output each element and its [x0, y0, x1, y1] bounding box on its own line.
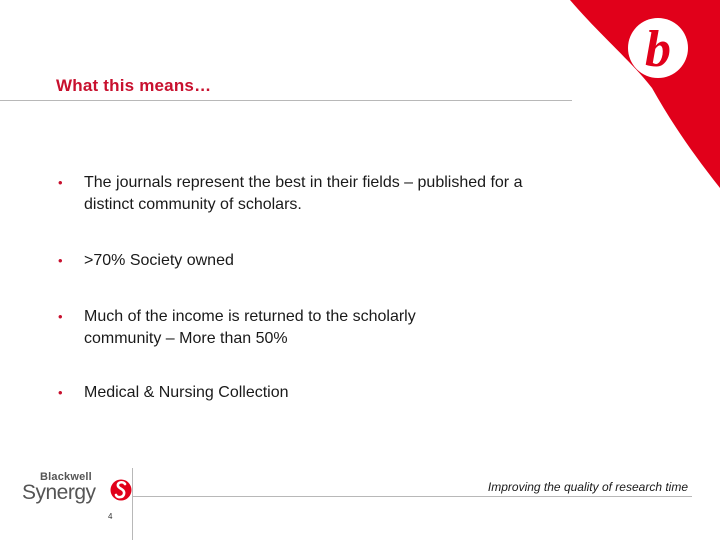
bullet-text: Much of the income is returned to the scholarly community – More than 50% [84, 308, 416, 347]
bullet-dot-icon: • [58, 309, 63, 324]
bullet-text: >70% Society owned [84, 252, 234, 269]
bullet-item [58, 306, 484, 350]
footer-vertical-divider [132, 468, 133, 540]
bullet-item [58, 250, 574, 272]
bullet-item [58, 382, 574, 404]
bullet-dot-icon: • [58, 385, 63, 400]
logo-blackwell-text: Blackwell [40, 471, 92, 483]
synergy-s-logo-icon [110, 474, 132, 506]
footer-tagline: Improving the quality of research time [487, 480, 688, 494]
title-divider [0, 100, 572, 101]
bullet-text: The journals represent the best in their fields – published for a distinct community of scholars. [84, 174, 523, 213]
bullet-dot-icon: • [58, 175, 63, 190]
blackwell-synergy-logo [20, 470, 132, 510]
slide-title: What this means… [56, 76, 212, 95]
brand-letter: b [645, 21, 671, 78]
page-number: 4 [108, 512, 113, 521]
brand-swoosh-icon [560, 0, 720, 190]
bullet-item [58, 172, 574, 216]
bullet-dot-icon: • [58, 253, 63, 268]
bullet-text: Medical & Nursing Collection [84, 384, 289, 401]
logo-synergy-text: Synergy [22, 481, 96, 504]
footer-divider [132, 496, 692, 497]
